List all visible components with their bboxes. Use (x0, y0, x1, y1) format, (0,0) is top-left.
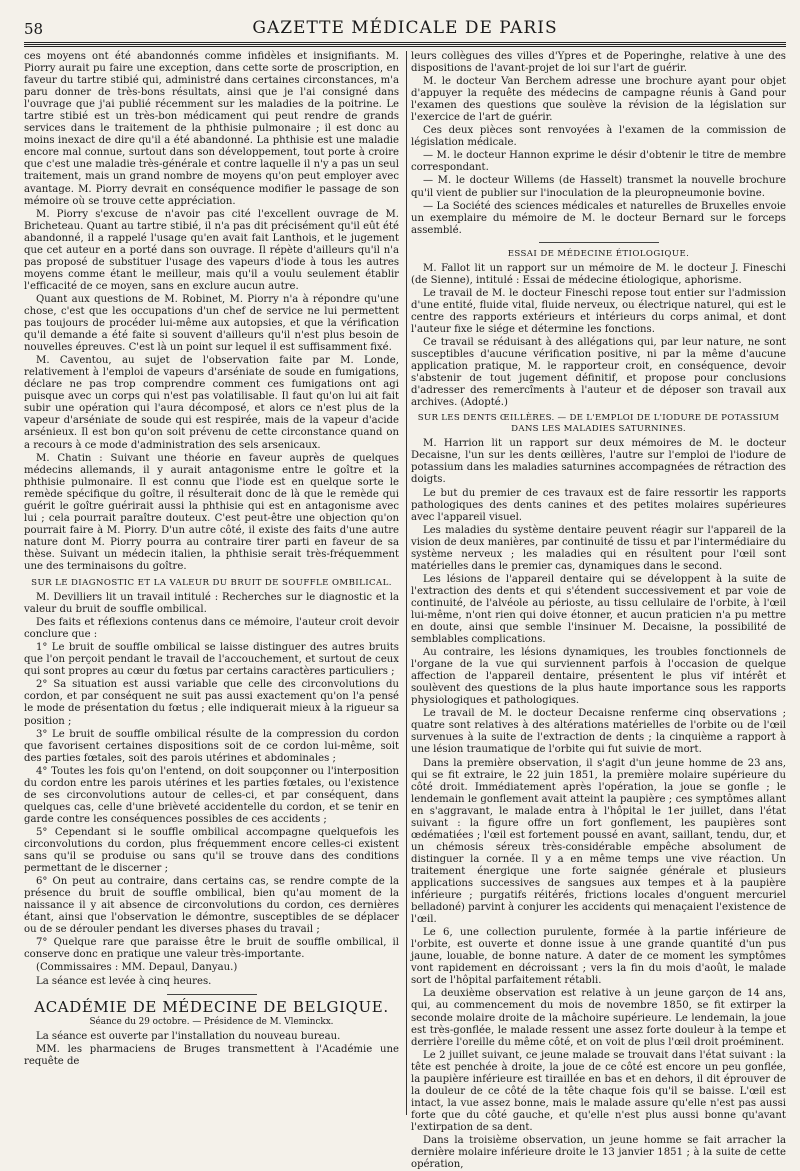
list-item: 3° Le bruit de souffle ombilical résulte de la compression du cordon que favorisent certaines dispositions soit de ce cordon lui-même, soit des parties fœtales, soit des parois utérines et abdominales ; (24, 728, 399, 764)
paragraph: Le travail de M. le docteur Fineschi repose tout entier sur l'admission d'une entité, fluide vital, fluide nerveux, ou électrique naturel, qui est le centre des rapports extérieurs et intérieurs du corps animal, et dont l'auteur fixe le siége et détermine les fonctions. (411, 287, 786, 335)
paragraph: Quant aux questions de M. Robinet, M. Piorry n'a à répondre qu'une chose, c'est que les occupations d'un chef de service ne lui permettent pas toujours de procéder lui-même aux autopsies, et que la vérification qu'il demande a été faite si souvent d'ailleurs qu'il n'est plus besoin de nouvelles épreuves. C'est là un point sur lequel il est suffisamment fixé. (24, 293, 399, 354)
sitting-line: Séance du 29 octobre. — Présidence de M. Vleminckx. (89, 1016, 334, 1027)
paragraph: Des faits et réflexions contenus dans ce mémoire, l'auteur croit devoir conclure que : (24, 617, 399, 641)
paragraph: M. Harrion lit un rapport sur deux mémoires de M. le docteur Decaisne, l'un sur les dents œillères, l'autre sur l'emploi de l'iodure de potassium dans les maladies saturnines accompagnées de rétraction des doigts. (411, 438, 786, 486)
list-item: 2° Sa situation est aussi variable que celle des circonvolutions du cordon, et par conséquent ne suit pas aussi exactement qu'on l'a pensé le mode de présentation du fœtus ; elle indiquerait mieux à la rigueur sa position ; (24, 679, 399, 727)
paragraph: M. Piorry s'excuse de n'avoir pas cité l'excellent ouvrage de M. Bricheteau. Quant au tartre stibié, il n'a pas dit précisément qu'il eût été abandonné, il a rappelé l'usage qu'en avait fait Lanthois, et le jugement que cet auteur en a porté dans son ouvrage. Il répète d'ailleurs qu'il n'a pas proposé de substituer l'usage des vapeurs d'iode à tous les autres moyens comme étant le meilleur, mais qu'il a voulu seulement établir l'efficacité de ce moyen, sans en exclure aucun autre. (24, 208, 399, 292)
list-item: 1° Le bruit de souffle ombilical se laisse distinguer des autres bruits que l'on perçoit pendant le travail de l'accouchement, et surtout de ceux qui sont propres au cœur du fœtus par certains caractères particuliers ; (24, 642, 399, 678)
paragraph: La séance est ouverte par l'installation du nouveau bureau. (36, 1030, 341, 1042)
paragraph: La deuxième observation est relative à un jeune garçon de 14 ans, qui, au commencement du mois de novembre 1850, se fit extirper la seconde molaire droite de la mâchoire supérieure. Le lendemain, la joue est très-gonflée, le malade ressent une assez forte douleur à la tempe et derrière l'oreille du même côté, et on voit de plus l'œil droit proéminent. (411, 988, 786, 1048)
paragraph: Les lésions de l'appareil dentaire qui se développent à la suite de l'extraction des dents et qui s'étendent successivement et par voie de continuité, de l'alvéole au périoste, au tissu cellulaire de l'orbite, à l'œil lui-même, n'ont rien qui doive étonner, et aucun praticien n'a pu mettre en doute, ainsi que semble l'insinuer M. Decaisne, la possibilité de semblables complications. (411, 573, 786, 646)
section-heading: SUR LES DENTS ŒILLÈRES. — DE L'EMPLOI DE L'IODURE DE POTASSIUM DANS LES MALADIES SATURNINES. (417, 413, 780, 435)
paragraph: Les maladies du système dentaire peuvent réagir sur l'appareil de la vision de deux manières, par continuité de tissu et par l'intermédiaire du système nerveux ; les maladies qui en résultent pour l'œil sont matérielles dans le premier cas, dynamiques dans le second. (411, 524, 786, 572)
paragraph: MM. les pharmaciens de Bruges transmettent à l'Académie une requête de (24, 1043, 399, 1067)
paragraph: Ces deux pièces sont renvoyées à l'examen de la commission de législation médicale. (411, 125, 786, 149)
paragraph: M. Devilliers lit un travail intitulé : Recherches sur le diagnostic et la valeur du bruit de souffle ombilical. (24, 592, 399, 616)
paragraph: leurs collègues des villes d'Ypres et de Poperinghe, relative à une des dispositions de l'avant-projet de loi sur l'art de guérir. (411, 51, 786, 75)
two-column-body (24, 51, 786, 1171)
paragraph: Au contraire, les lésions dynamiques, les troubles fonctionnels de l'organe de la vue qui surviennent parfois à l'occasion de quelque affection de l'appareil dentaire, présentent le plus vif intérêt et soulèvent des questions de la plus haute importance sous les rapports physiologiques et pathologiques. (411, 647, 786, 707)
paragraph: (Commissaires : MM. Depaul, Danyau.) (36, 962, 238, 974)
paragraph: Le 6, une collection purulente, formée à la partie inférieure de l'orbite, est ouverte et donne issue à une grande quantité d'un pus jaune, louable, de bonne nature. A dater de ce moment les symptômes vont rapidement en décroissant ; vers la fin du mois d'août, le malade sort de l'hôpital parfaitement rétabli. (411, 927, 786, 987)
header-double-rule (24, 44, 786, 48)
section-heading: ESSAI DE MÉDECINE ÉTIOLOGIQUE. (507, 248, 690, 259)
paragraph: — La Société des sciences médicales et naturelles de Bruxelles envoie un exemplaire du mémoire de M. le docteur Bernard sur le forceps assemblé. (411, 200, 786, 236)
paragraph: M. Caventou, au sujet de l'observation faite par M. Londe, relativement à l'emploi de vapeurs d'arséniate de soude en fumigations, déclare ne pas trop comprendre comment ces fumigations ont agi puisque avec un corps qui n'est pas volatilisable. Il faut qu'on lui ait fait subir une opération qui l'aura décomposé, et alors ce n'est plus de la vapeur d'arséniate de soude qui est respirée, mais de la vapeur d'acide arsénieux. Il est bon qu'on soit prévenu de cette circonstance quand on a recours à ce mode d'administration des sels arsenicaux. (24, 355, 399, 451)
section-heading: SUR LE DIAGNOSTIC ET LA VALEUR DU BRUIT DE SOUFFLE OMBILICAL. (31, 578, 392, 589)
list-item: 7° Quelque rare que paraisse être le bruit de souffle ombilical, il conserve donc en pratique une valeur très-importante. (24, 937, 399, 961)
right-column (411, 51, 786, 1171)
paragraph: — M. le docteur Willems (de Hasselt) transmet la nouvelle brochure qu'il vient de publier sur l'inoculation de la pleuropneumonie bovine. (411, 175, 786, 199)
journal-title: GAZETTE MÉDICALE DE PARIS (252, 18, 558, 38)
running-header (24, 10, 786, 38)
page-number: 58 (24, 20, 44, 38)
paragraph: M. le docteur Van Berchem adresse une brochure ayant pour objet d'appuyer la requête des médecins de campagne réunis à Gand pour l'examen des questions que soulève la révision de la législation sur l'exercice de l'art de guérir. (411, 76, 786, 124)
paragraph: M. Fallot lit un rapport sur un mémoire de M. le docteur J. Fineschi (de Sienne), intitulé : Essai de médecine étiologique, aphorisme. (411, 262, 786, 286)
section-rule (539, 242, 659, 243)
paragraph: Le travail de M. le docteur Decaisne renferme cinq observations ; quatre sont relatives à des altérations matérielles de l'orbite ou de l'œil survenues à la suite de l'extraction de dents ; la cinquième a rapport à une lésion traumatique de l'orbite qui fut suivie de mort. (411, 708, 786, 756)
paragraph: M. Chatin : Suivant une théorie en faveur auprès de quelques médecins allemands, il y aurait antagonisme entre le goître et la phthisie pulmonaire. Il est connu que l'iode est en quelque sorte le remède spécifique du goître, il résulterait donc de là que le remède qui guérit le goître guérirait aussi la phthisie qui est en antagonisme avec lui ; cela pourrait paraître douteux. C'est peut-être une objection qu'on pourrait faire à M. Piorry. D'un autre côté, il existe des faits d'une autre nature dont M. Piorry pourra au contraire tirer parti en faveur de sa thèse. Suivant un médecin italien, la phthisie serait très-fréquemment une des terminaisons du goître. (24, 452, 399, 572)
paragraph: Dans la troisième observation, un jeune homme se fait arracher la dernière molaire inférieure droite le 13 janvier 1851 ; à la suite de cette opération, (411, 1134, 786, 1171)
list-item: 6° On peut au contraire, dans certains cas, se rendre compte de la présence du bruit de souffle ombilical, bien qu'au moment de la naissance il y ait absence de circonvolutions du cordon, ces dernières étant, ainsi que l'observation le démontre, susceptibles de se déplacer ou de se dérouler pendant les diverses phases du travail ; (24, 876, 399, 936)
paragraph: — M. le docteur Hannon exprime le désir d'obtenir le titre de membre correspondant. (411, 150, 786, 174)
paragraph: Ce travail se réduisant à des allégations qui, par leur nature, ne sont susceptibles d'aucune vérification positive, ni par la même d'aucune application pratique, M. le rapporteur croit, en conséquence, devoir s'abstenir de tout jugement définitif, et propose pour conclusions d'adresser des remercîments à l'auteur et de déposer son travail aux archives. (Adopté.) (411, 337, 786, 409)
paragraph: Dans la première observation, il s'agit d'un jeune homme de 23 ans, qui se fit extraire, le 22 juin 1851, la première molaire supérieure du côté droit. Immédiatement après l'opération, la joue se gonfle ; le lendemain le gonflement avait atteint la paupière ; ces symptômes allant en s'aggravant, le malade entra à l'hôpital le 1er juillet, dans l'état suivant : la figure offre un fort gonflement, les paupières sont œdématiées ; l'œil est fortement poussé en avant, saillant, tendu, dur, et un chémosis séreux très-considérable empêche absolument de distinguer la cornée. Il y a en même temps une vive réaction. Un traitement énergique une forte saignée générale et plusieurs applications successives de sangsues aux tempes et à la paupière inférieure ; purgatifs réitérés, frictions locales d'onguent mercuriel belladoné) parvint à conjurer les accidents qui menaçaient l'existence de l'œil. (411, 757, 786, 926)
list-item: 5° Cependant si le souffle ombilical accompagne quelquefois les circonvolutions du cordon, plus fréquemment encore celles-ci existent sans qu'il se produise ou sans qu'il se trouve dans des conditions permettant de le discerner ; (24, 826, 399, 875)
header-rule (24, 42, 786, 43)
paragraph: ces moyens ont été abandonnés comme infidèles et insignifiants. M. Piorry aurait pu faire une exception, dans cette sorte de proscription, en faveur du tartre stibié qui, administré dans certaines circonstances, m'a paru donner de très-bons résultats, ainsi que je l'ai consigné dans l'ouvrage que j'ai publié récemment sur les maladies de la poitrine. Le tartre stibié est un très-bon médicament qui peut rendre de grands services dans le traitement de la phthisie pulmonaire ; il est donc au moins inexact de dire qu'il a été abandonné. La phthisie est une maladie encore mal connue, surtout dans son développement, tout porte à croire que c'est une maladie très-générale et contre laquelle il n'y a pas un seul traitement, mais un grand nombre de moyens qu'on peut employer avec avantage. M. Piorry devrait en conséquence modifier le passage de son mémoire où se trouve cette appréciation. (24, 51, 399, 207)
section-title: ACADÉMIE DE MÉDECINE DE BELGIQUE. (34, 997, 389, 1016)
paragraph: Le 2 juillet suivant, ce jeune malade se trouvait dans l'état suivant : la tête est penchée à droite, la joue de ce côté est encore un peu gonflée, la paupière inférieure est tiraillée en bas et en dehors, il dit éprouver de la douleur de ce côté de la tête chaque fois qu'il se baisse. L'œil est intact, la vue assez bonne, mais le malade assure qu'elle n'est pas aussi forte que du côté gauche, et qu'elle n'est plus aussi bonne qu'avant l'extirpation de sa dent. (411, 1049, 786, 1133)
left-column (24, 51, 399, 1115)
section-rule (167, 994, 257, 995)
paragraph: La séance est levée à cinq heures. (36, 975, 212, 987)
column-divider (406, 51, 407, 1115)
list-item: 4° Toutes les fois qu'on l'entend, on doit soupçonner ou l'interposition du cordon entre les parois utérines et les parties fœtales, ou l'existence de ses circonvolutions autour de celles-ci, et par conséquent, dans quelques cas, celle d'une brièveté accidentelle du cordon, et se tenir en garde contre les conséquences possibles de ces accidents ; (24, 765, 399, 825)
paragraph: Le but du premier de ces travaux est de faire ressortir les rapports pathologiques des dents canines et des petites molaires supérieures avec l'appareil visuel. (411, 487, 786, 523)
